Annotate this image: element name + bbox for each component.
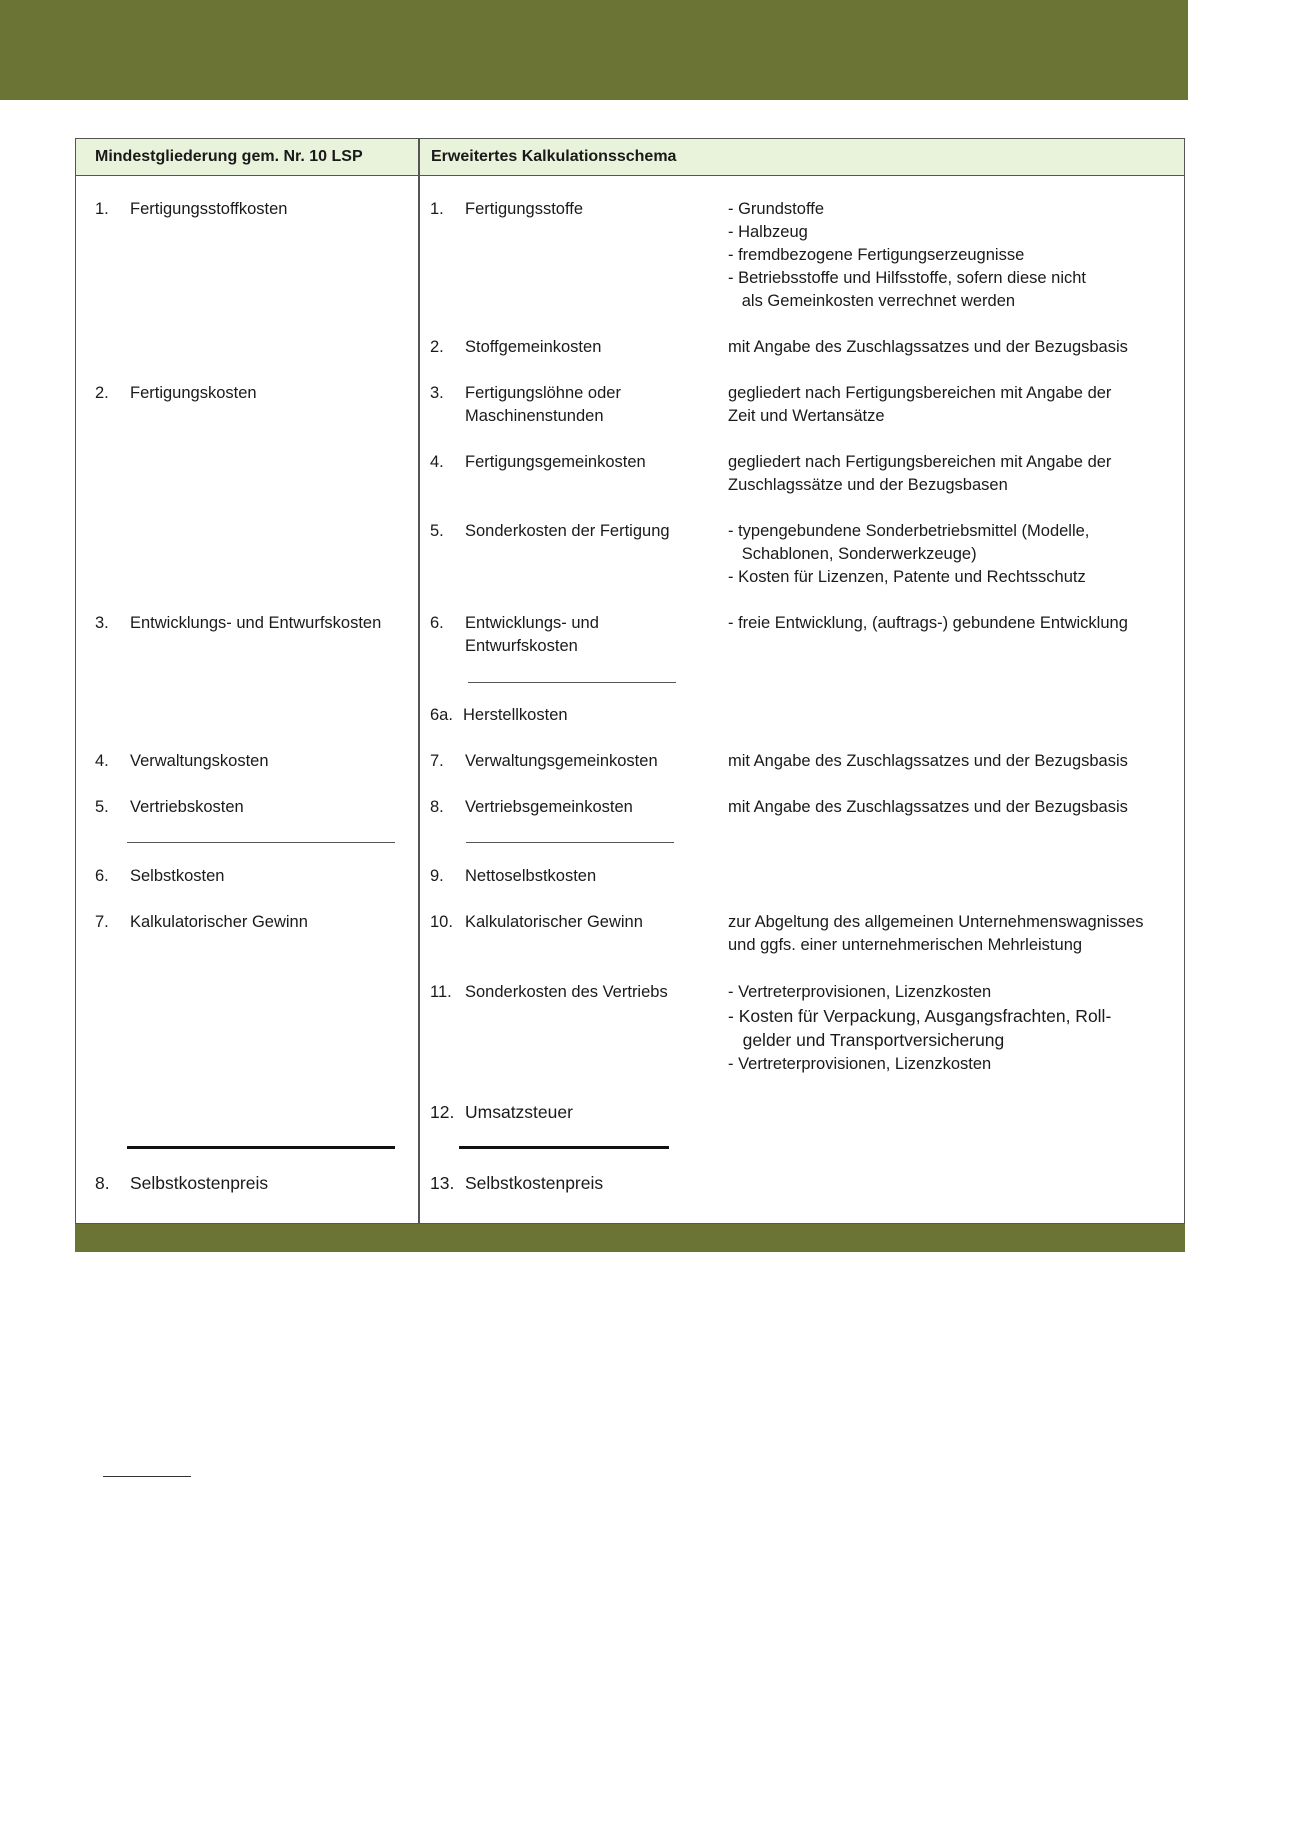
left-num: 8.: [95, 1173, 110, 1193]
header-left: Mindestgliederung gem. Nr. 10 LSP: [95, 148, 363, 165]
right-total-rule: [459, 1146, 669, 1149]
right-num: 7.: [430, 752, 444, 770]
right-desc: mit Angabe des Zuschlagssatzes und der Bezugsbasis: [728, 752, 1128, 770]
left-num: 7.: [95, 913, 109, 931]
right-label: Fertigungsgemeinkosten: [465, 453, 646, 471]
right-desc: - typengebundene Sonderbetriebsmittel (Modelle,: [728, 522, 1090, 540]
right-desc: gegliedert nach Fertigungsbereichen mit Angabe der: [728, 453, 1112, 471]
right-label: Selbstkostenpreis: [465, 1173, 604, 1193]
right-label: Umsatzsteuer: [465, 1102, 573, 1122]
right-desc: Zeit und Wertansätze: [728, 407, 885, 425]
left-label: Entwicklungs- und Entwurfskosten: [130, 614, 382, 632]
left-num: 2.: [95, 384, 109, 402]
right-label: Kalkulatorischer Gewinn: [465, 913, 643, 931]
right-label: Sonderkosten des Vertriebs: [465, 983, 668, 1001]
right-num: 13.: [430, 1173, 455, 1193]
right-label: Nettoselbstkosten: [465, 867, 597, 885]
right-desc: - Vertreterprovisionen, Lizenzkosten: [728, 983, 992, 1001]
right-desc: zur Abgeltung des allgemeinen Unternehmenswagnisses: [728, 913, 1144, 931]
right-desc: - Kosten für Verpackung, Ausgangsfrachten, Roll-: [728, 1006, 1112, 1026]
right-sum-rule: [466, 842, 674, 843]
right-desc: - Betriebsstoffe und Hilfsstoffe, sofern diese nicht: [728, 269, 1086, 287]
left-num: 6.: [95, 867, 109, 885]
right-desc: als Gemeinkosten verrechnet werden: [728, 292, 1016, 310]
left-label: Vertriebskosten: [130, 798, 244, 816]
left-label: Selbstkostenpreis: [130, 1173, 269, 1193]
left-num: 4.: [95, 752, 109, 770]
right-desc: - Vertreterprovisionen, Lizenzkosten: [728, 1055, 992, 1073]
right-desc: - fremdbezogene Fertigungserzeugnisse: [728, 246, 1025, 264]
right-desc: - Kosten für Lizenzen, Patente und Rechtsschutz: [728, 568, 1086, 586]
right-desc: gelder und Transportversicherung: [728, 1030, 1005, 1050]
right-label: Fertigungslöhne oder: [465, 384, 621, 402]
right-desc: und ggfs. einer unternehmerischen Mehrleistung: [728, 936, 1083, 954]
table-header-row: [76, 139, 1184, 176]
right-desc: - Grundstoffe: [728, 200, 824, 218]
right-desc: - freie Entwicklung, (auftrags-) gebundene Entwicklung: [728, 614, 1128, 632]
right-desc: Schablonen, Sonderwerkzeuge): [728, 545, 977, 563]
right-desc: mit Angabe des Zuschlagssatzes und der Bezugsbasis: [728, 338, 1128, 356]
right-num: 6.: [430, 614, 444, 632]
right-desc: gegliedert nach Fertigungsbereichen mit Angabe der: [728, 384, 1112, 402]
left-num: 3.: [95, 614, 109, 632]
left-label: Fertigungsstoffkosten: [130, 200, 288, 218]
right-num: 3.: [430, 384, 444, 402]
left-label: Fertigungskosten: [130, 384, 257, 402]
right-desc: mit Angabe des Zuschlagssatzes und der Bezugsbasis: [728, 798, 1128, 816]
right-num: 11.: [430, 983, 452, 1001]
calculation-table: [75, 138, 1185, 1224]
right-num: 4.: [430, 453, 444, 471]
right-label: Entwurfskosten: [465, 637, 578, 655]
footnote-rule: [103, 1476, 191, 1477]
right-num: 2.: [430, 338, 444, 356]
right-label: Vertriebsgemeinkosten: [465, 798, 633, 816]
right-label: Stoffgemeinkosten: [465, 338, 602, 356]
right-desc: Zuschlagssätze und der Bezugsbasen: [728, 476, 1008, 494]
left-label: Verwaltungskosten: [130, 752, 269, 770]
left-label: Kalkulatorischer Gewinn: [130, 913, 308, 931]
right-num: 8.: [430, 798, 444, 816]
right-num: 5.: [430, 522, 444, 540]
top-color-band: [0, 0, 1188, 100]
right-label: Maschinenstunden: [465, 407, 604, 425]
right-num: 1.: [430, 200, 444, 218]
right-label: Fertigungsstoffe: [465, 200, 584, 218]
right-subtotal-rule: [468, 682, 676, 683]
right-num: 9.: [430, 867, 444, 885]
left-total-rule: [127, 1146, 395, 1149]
right-label: Sonderkosten der Fertigung: [465, 522, 670, 540]
right-label: Verwaltungsgemeinkosten: [465, 752, 658, 770]
right-num: 6a.: [430, 706, 453, 724]
bottom-color-band: [75, 1224, 1185, 1252]
left-num: 5.: [95, 798, 109, 816]
right-num: 10.: [430, 913, 453, 931]
right-label: Entwicklungs- und: [465, 614, 599, 632]
header-right: Erweitertes Kalkulationsschema: [431, 148, 677, 165]
left-label: Selbstkosten: [130, 867, 225, 885]
right-num: 12.: [430, 1102, 455, 1122]
right-desc: - Halbzeug: [728, 223, 808, 241]
left-sum-rule: [127, 842, 395, 843]
column-divider: [418, 139, 420, 1223]
left-num: 1.: [95, 200, 109, 218]
right-label: Herstellkosten: [463, 706, 568, 724]
